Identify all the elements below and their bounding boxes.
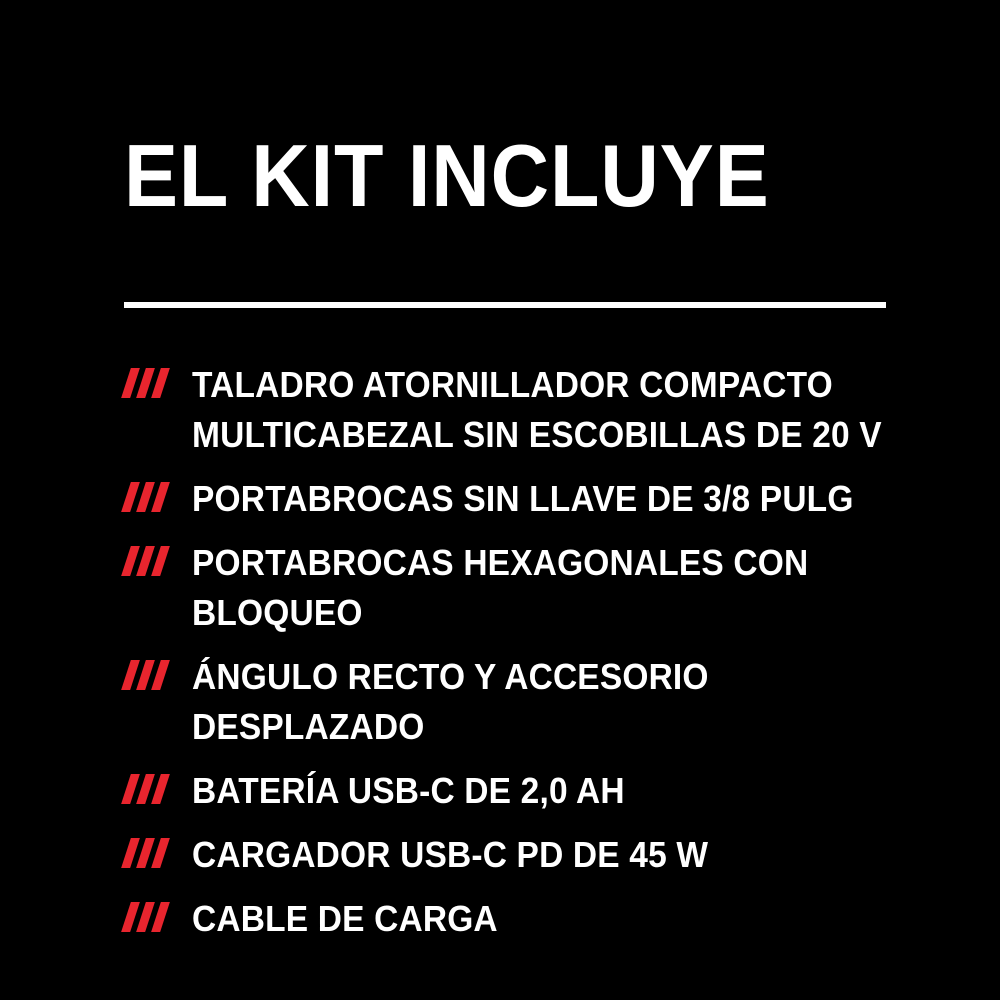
list-item-label: ÁNGULO RECTO Y ACCESORIO DESPLAZADO (192, 656, 709, 747)
list-item (124, 894, 944, 944)
list-item-label: BATERÍA USB-C DE 2,0 AH (192, 770, 625, 811)
list-item (124, 766, 944, 816)
triple-slash-bullet-icon (124, 660, 176, 694)
list-item-label: CABLE DE CARGA (192, 898, 498, 939)
list-item (124, 538, 944, 638)
triple-slash-bullet-icon (124, 774, 176, 808)
page-title: EL KIT INCLUYE (124, 126, 770, 225)
list-item (124, 360, 944, 460)
title-divider (124, 302, 886, 308)
list-item (124, 474, 944, 524)
triple-slash-bullet-icon (124, 838, 176, 872)
kit-contents-list (124, 360, 944, 958)
list-item-label: CARGADOR USB-C PD DE 45 W (192, 834, 709, 875)
list-item-label: TALADRO ATORNILLADOR COMPACTO MULTICABEZAL SIN ESCOBILLAS DE 20 V (192, 364, 882, 455)
triple-slash-bullet-icon (124, 368, 176, 402)
list-item (124, 652, 944, 752)
list-item-label: PORTABROCAS SIN LLAVE DE 3/8 PULG (192, 478, 854, 519)
triple-slash-bullet-icon (124, 546, 176, 580)
triple-slash-bullet-icon (124, 482, 176, 516)
triple-slash-bullet-icon (124, 902, 176, 936)
list-item (124, 830, 944, 880)
list-item-label: PORTABROCAS HEXAGONALES CON BLOQUEO (192, 542, 809, 633)
